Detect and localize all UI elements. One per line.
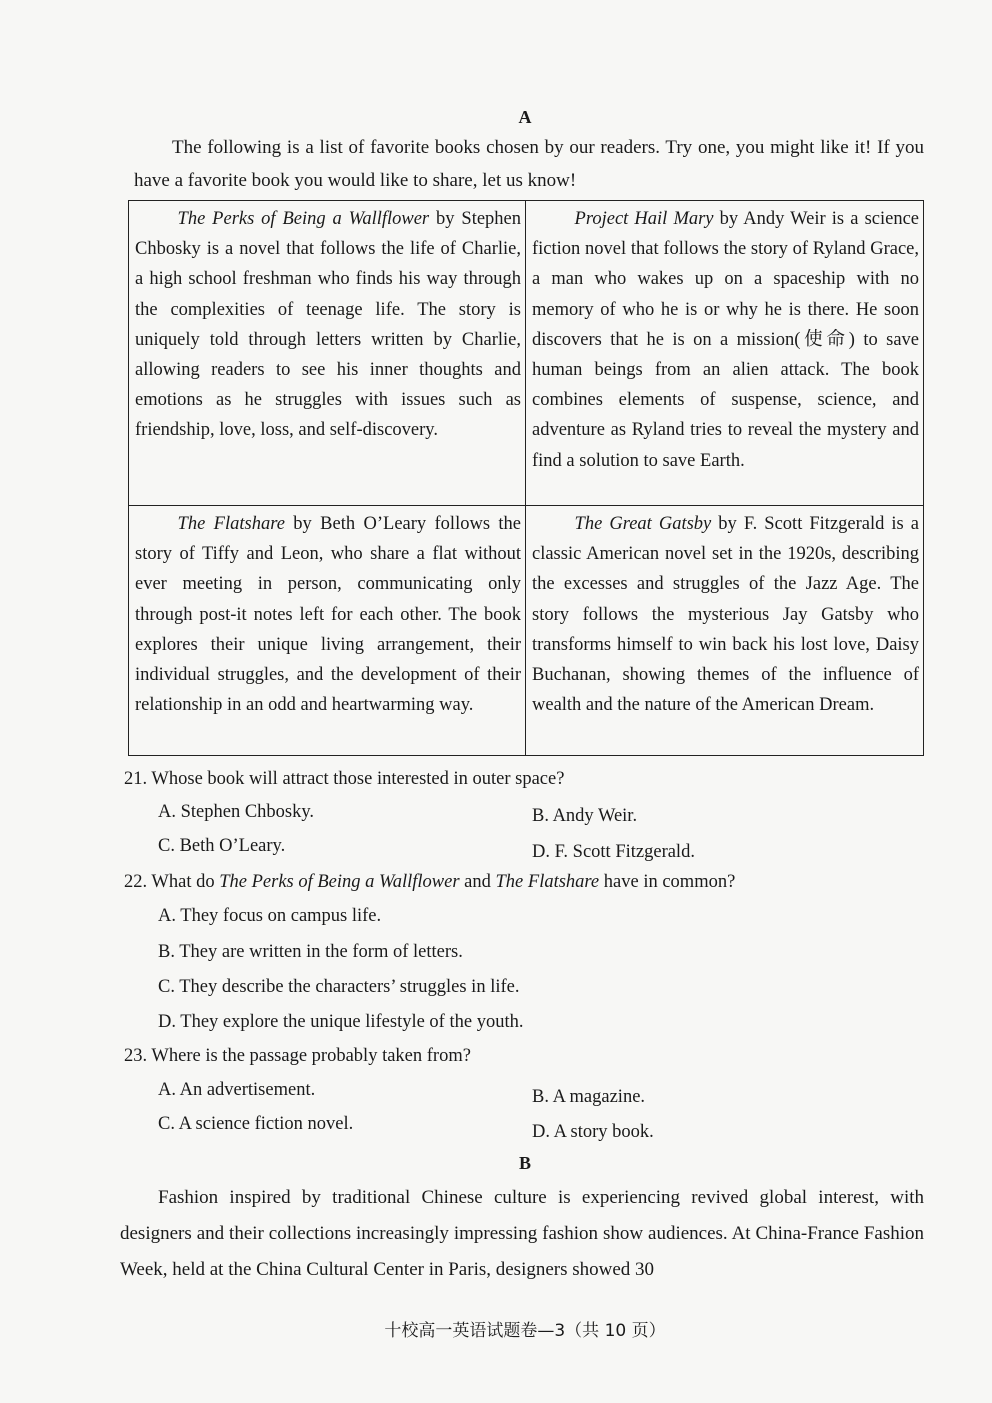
book-title: The Perks of Being a Wallflower: [177, 209, 430, 229]
book-description: by F. Scott Fitzgerald is a classic American novel set in the 1920s, describing the excesses and struggles of the Jazz Age. The story follows the mysterious Jay Gatsby who transforms himself to win back his lost love, Daisy Buchanan, showing themes of the influence of wealth and the nature of the American Dream.: [532, 514, 920, 716]
question-22-text: have in common?: [599, 872, 736, 892]
book-description: by Stephen Chbosky is a novel that follows the life of Charlie, a high school freshman who finds his way through the complexities of teenage life. The story is uniquely told through letters written by Charlie, allowing readers to see his inner thoughts and emotions as he struggles with issues such as friendship, love, loss, and self-discovery.: [135, 209, 522, 441]
book-cell-hail-mary: [526, 201, 923, 506]
section-b-text: Fashion inspired by traditional Chinese culture is experiencing revived global interest, with designers and their collections increasingly impressing fashion show audiences. At China-France Fashion Week, held at the China Cultural Center in Paris, designers showed 30: [120, 1187, 924, 1280]
q22-option-c[interactable]: C. They describe the characters’ struggles in life.: [158, 977, 520, 997]
q21-option-d[interactable]: D. F. Scott Fitzgerald.: [532, 842, 695, 862]
book-description: by Andy Weir is a science fiction novel that follows the story of Ryland Grace, a man who wakes up on a spaceship with no memory of who he is or why he is there. He soon discovers that he is on a mission(使命) to save human beings from an alien attack. The book combines elements of suspense, science, and adventure as Ryland tries to reveal the mystery and find a solution to save Earth.: [532, 209, 920, 471]
question-22-text: 22. What do: [124, 872, 220, 892]
book-title: Project Hail Mary: [574, 209, 714, 229]
page-footer: 十校高一英语试题卷—3（共 10 页）: [384, 1321, 666, 1341]
book-title: The Great Gatsby: [574, 514, 712, 534]
book-cell-perks: [129, 201, 526, 506]
section-a-title: A: [518, 107, 532, 127]
q21-option-c[interactable]: C. Beth O’Leary.: [158, 836, 286, 856]
question-22-title-2: The Flatshare: [495, 872, 600, 892]
q23-option-d[interactable]: D. A story book.: [532, 1122, 654, 1142]
q23-option-c[interactable]: C. A science fiction novel.: [158, 1114, 354, 1134]
section-b-title: B: [518, 1153, 531, 1173]
q22-option-a[interactable]: A. They focus on campus life.: [158, 906, 382, 926]
q23-option-a[interactable]: A. An advertisement.: [158, 1080, 316, 1100]
question-22-text: and: [459, 872, 496, 892]
q22-option-d[interactable]: D. They explore the unique lifestyle of the youth.: [158, 1012, 524, 1032]
question-23: 23. Where is the passage probably taken from?: [124, 1046, 471, 1066]
q23-option-b[interactable]: B. A magazine.: [532, 1087, 646, 1107]
q22-option-b[interactable]: B. They are written in the form of letters.: [158, 942, 463, 962]
book-title: The Flatshare: [177, 514, 285, 534]
section-a-intro: The following is a list of favorite books chosen by our readers. Try one, you might like it! If you have a favorite book you would like to share, let us know!: [134, 137, 924, 191]
book-cell-flatshare: [129, 506, 526, 755]
book-description: by Beth O’Leary follows the story of Tiffy and Leon, who share a flat without ever meeting in person, communicating only through post-it notes left for each other. The book explores their unique living arrangement, their individual struggles, and the development of their relationship in an odd and heartwarming way.: [135, 514, 521, 716]
book-table: [128, 200, 924, 756]
question-21: 21. Whose book will attract those interested in outer space?: [124, 769, 565, 789]
question-22: [124, 870, 735, 894]
q21-option-a[interactable]: A. Stephen Chbosky.: [158, 802, 315, 822]
question-22-title-1: The Perks of Being a Wallflower: [219, 872, 460, 892]
q21-option-b[interactable]: B. Andy Weir.: [532, 806, 638, 826]
book-cell-gatsby: [526, 506, 923, 755]
